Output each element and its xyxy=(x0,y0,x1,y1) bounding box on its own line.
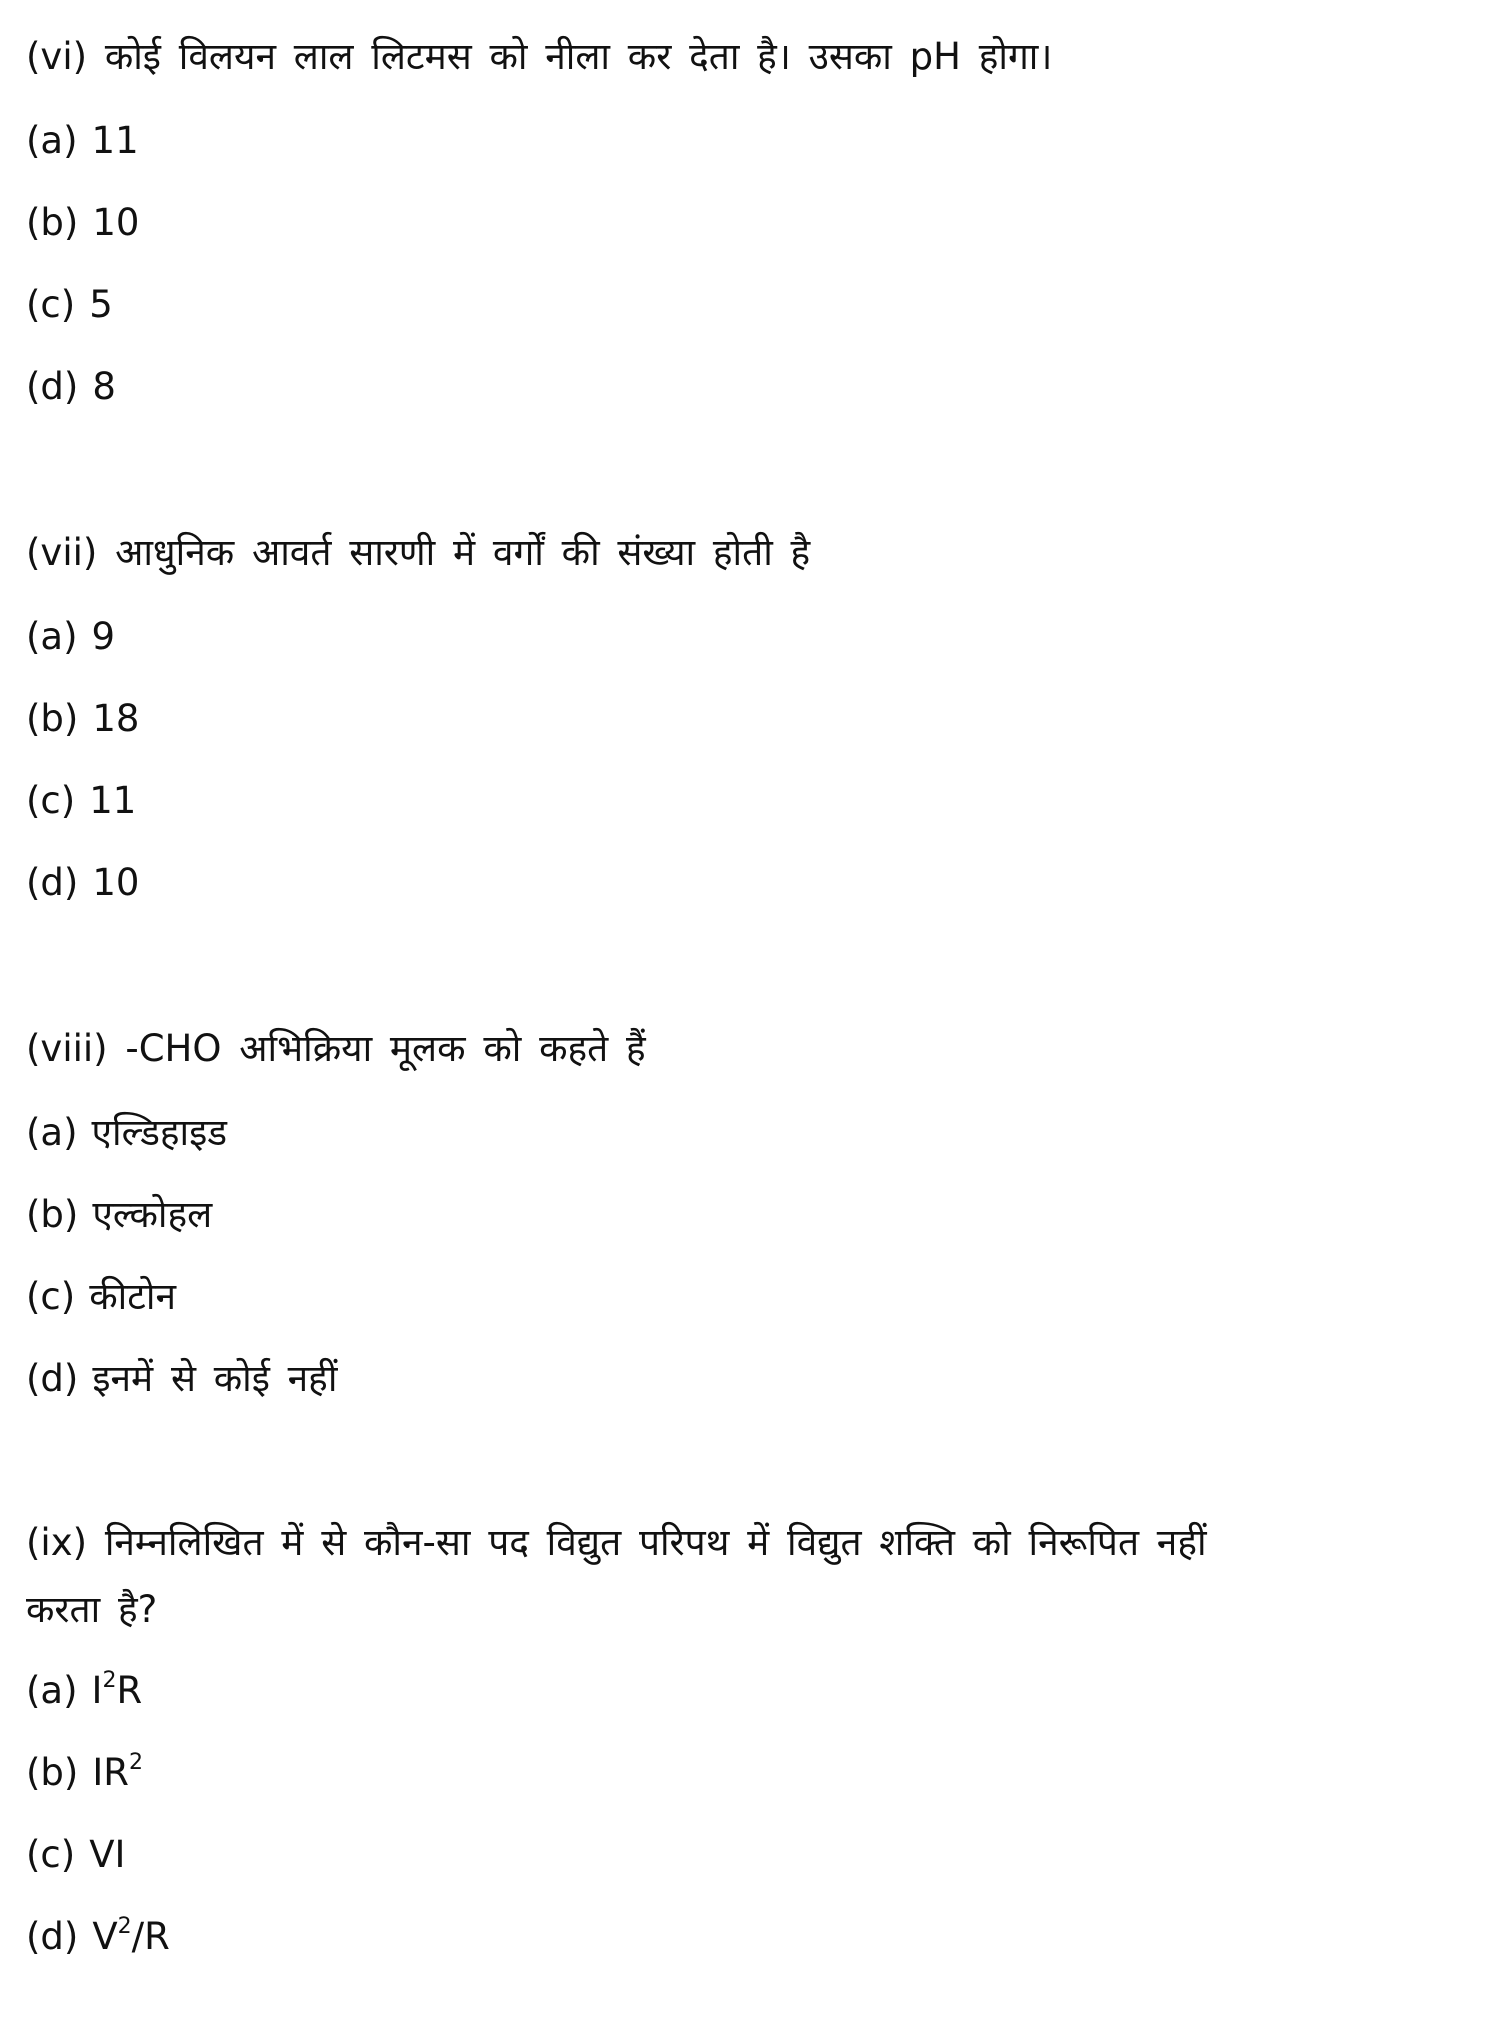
question-text: -CHO अभिक्रिया मूलक को कहते हैं xyxy=(125,1027,646,1070)
option-c xyxy=(26,1274,176,1320)
question-viii xyxy=(26,1026,646,1072)
question-number: (ix) xyxy=(26,1521,88,1564)
option-text: VI xyxy=(89,1833,126,1876)
question-text: निम्नलिखित में से कौन-सा पद विद्युत परिपथ में विद्युत शक्ति को निरूपित नहीं xyxy=(104,1521,1207,1564)
formula-base: V xyxy=(92,1915,118,1958)
option-label: (b) xyxy=(26,1751,79,1794)
option-text: एल्कोहल xyxy=(92,1193,213,1236)
option-label: (d) xyxy=(26,365,79,408)
option-b xyxy=(26,1750,143,1796)
question-text: आधुनिक आवर्त सारणी में वर्गों की संख्या होती है xyxy=(115,531,811,574)
option-label: (d) xyxy=(26,1915,79,1958)
option-label: (c) xyxy=(26,1833,76,1876)
question-text: करता है? xyxy=(26,1588,158,1631)
option-label: (c) xyxy=(26,283,76,326)
formula-base: IR xyxy=(92,1751,129,1794)
option-text xyxy=(92,1751,143,1794)
option-text: 10 xyxy=(92,201,140,244)
option-text: 9 xyxy=(91,615,116,658)
formula-superscript: 2 xyxy=(102,1668,117,1693)
question-number: (vi) xyxy=(26,35,88,78)
option-label: (a) xyxy=(26,1111,78,1154)
formula-base: R xyxy=(116,1669,143,1712)
question-text: कोई विलयन लाल लिटमस को नीला कर देता है। उसका pH होगा। xyxy=(104,35,1053,78)
option-text: 11 xyxy=(91,119,139,162)
option-d xyxy=(26,1914,170,1960)
option-text: इनमें से कोई नहीं xyxy=(92,1357,338,1400)
option-label: (b) xyxy=(26,1193,79,1236)
option-d xyxy=(26,364,116,410)
option-c xyxy=(26,778,136,824)
option-label: (c) xyxy=(26,779,76,822)
option-a xyxy=(26,1668,142,1714)
option-text: 5 xyxy=(89,283,113,326)
option-text xyxy=(92,1669,143,1712)
option-a xyxy=(26,1110,227,1156)
question-ix xyxy=(26,1520,1207,1566)
formula-base: /R xyxy=(131,1915,170,1958)
option-label: (b) xyxy=(26,201,79,244)
option-text: कीटोन xyxy=(89,1275,176,1318)
option-c xyxy=(26,282,113,328)
option-text: 18 xyxy=(92,697,140,740)
option-label: (d) xyxy=(26,1357,79,1400)
option-text: 10 xyxy=(92,861,140,904)
option-a xyxy=(26,614,115,660)
option-b xyxy=(26,1192,212,1238)
question-vii xyxy=(26,530,810,576)
question-vi xyxy=(26,34,1052,80)
question-number: (vii) xyxy=(26,531,98,574)
option-b xyxy=(26,696,139,742)
option-label: (d) xyxy=(26,861,79,904)
question-number: (viii) xyxy=(26,1027,108,1070)
option-text: 8 xyxy=(92,365,116,408)
option-label: (a) xyxy=(26,615,78,658)
option-d xyxy=(26,860,139,906)
question-ix-continued xyxy=(26,1587,157,1633)
formula-base: I xyxy=(91,1669,103,1712)
option-text xyxy=(92,1915,170,1958)
option-c xyxy=(26,1832,125,1878)
option-label: (b) xyxy=(26,697,79,740)
option-label: (c) xyxy=(26,1275,76,1318)
option-label: (a) xyxy=(26,1669,78,1712)
option-b xyxy=(26,200,139,246)
option-a xyxy=(26,118,139,164)
option-text: 11 xyxy=(89,779,137,822)
formula-superscript: 2 xyxy=(128,1750,143,1775)
option-text: एल्डिहाइड xyxy=(91,1111,228,1154)
option-d xyxy=(26,1356,337,1402)
formula-superscript: 2 xyxy=(117,1914,132,1939)
option-label: (a) xyxy=(26,119,78,162)
